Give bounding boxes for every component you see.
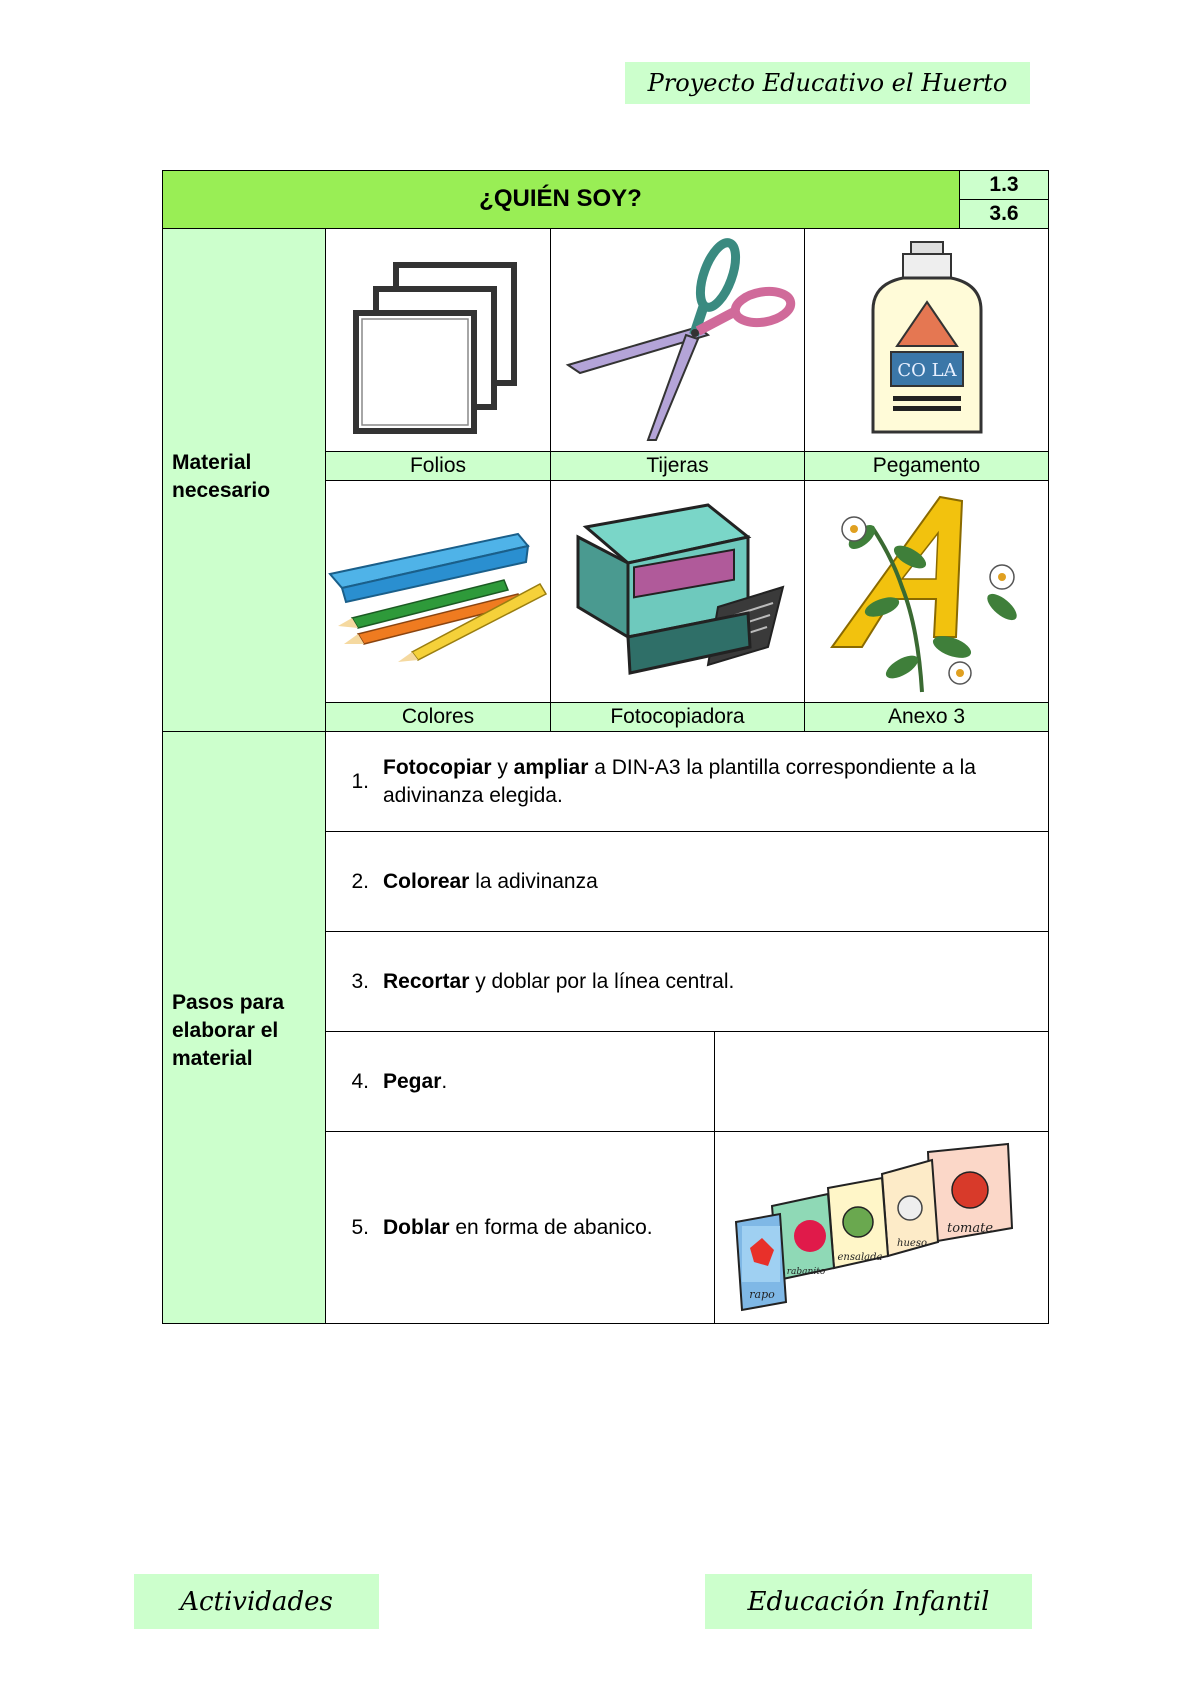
step-2 (325, 832, 1049, 931)
steps-label: Pasos para elaborar el material (172, 991, 285, 1070)
paper-sheets-icon (348, 245, 528, 435)
material-caption-anexo-3: Anexo 3 (805, 703, 1048, 731)
project-title: Proyecto Educativo el Huerto (647, 69, 1008, 97)
glue-bottle-icon (867, 240, 987, 440)
steps-label-cell (162, 731, 325, 1324)
material-image-tijeras (551, 229, 804, 451)
step-verb: Pegar (383, 1069, 442, 1093)
step-text-2: a DIN-A3 la plantilla correspondiente a la adivinanza elegida. (383, 755, 976, 807)
folded-fan-illustration (715, 1133, 1048, 1323)
photocopier-icon (568, 497, 788, 687)
materials-label: Material necesario (172, 451, 271, 502)
activity-code-2: 3.6 (959, 199, 1049, 228)
fan-label-ensalada: ensalada (837, 1252, 882, 1263)
glue-label-text: CO LA (896, 360, 957, 381)
activity-table (162, 170, 1049, 1324)
material-caption-colores: Colores (326, 703, 550, 731)
material-caption-tijeras: Tijeras (551, 452, 804, 480)
step-text: y (491, 755, 514, 779)
step-number: 5. (351, 1216, 369, 1239)
colored-pencils-icon (328, 522, 548, 662)
activity-title: ¿QUIÉN SOY? (162, 170, 959, 228)
materials-label-cell (162, 228, 325, 731)
step-4 (325, 1032, 714, 1131)
material-image-pegamento (805, 229, 1048, 451)
step-number: 1. (351, 769, 369, 793)
step-text: la adivinanza (469, 869, 598, 893)
project-header (625, 62, 1030, 104)
footer-right-box (705, 1574, 1032, 1629)
step-verb: Fotocopiar (383, 755, 492, 779)
step-number: 4. (351, 1069, 369, 1093)
material-image-anexo-3 (805, 481, 1048, 703)
step-verb: Doblar (383, 1216, 450, 1239)
material-caption-pegamento: Pegamento (805, 452, 1048, 480)
fan-label-hueso: hueso (896, 1238, 927, 1249)
scissors-icon (558, 235, 798, 445)
footer-right-label: Educación Infantil (747, 1586, 990, 1617)
material-image-fotocopiadora (551, 481, 804, 703)
step-verb: Recortar (383, 969, 470, 993)
step-number: 2. (351, 869, 369, 893)
fan-label-rabanito: rabanito (786, 1267, 825, 1277)
material-caption-fotocopiadora: Fotocopiadora (551, 703, 804, 731)
material-image-colores (326, 481, 550, 703)
floral-letter-a-icon (822, 487, 1032, 697)
step-5 (325, 1132, 714, 1324)
footer-left-label: Actividades (180, 1586, 333, 1617)
footer-left-box (134, 1574, 379, 1629)
fan-label-tomate: tomate (946, 1221, 993, 1236)
fan-label-rapo: rapo (748, 1288, 775, 1301)
step-text: . (441, 1069, 448, 1093)
step-verb: Colorear (383, 869, 470, 893)
step-verb-2: ampliar (513, 755, 589, 779)
step-number: 3. (351, 969, 369, 993)
material-caption-folios: Folios (326, 452, 550, 480)
step-text: en forma de abanico. (449, 1216, 653, 1239)
step-1 (325, 732, 1049, 831)
folded-fan-icon (732, 1138, 1032, 1318)
step-text: y doblar por la línea central. (469, 969, 735, 993)
material-image-folios (326, 229, 550, 451)
step-3 (325, 932, 1049, 1031)
activity-code-1: 1.3 (959, 170, 1049, 199)
